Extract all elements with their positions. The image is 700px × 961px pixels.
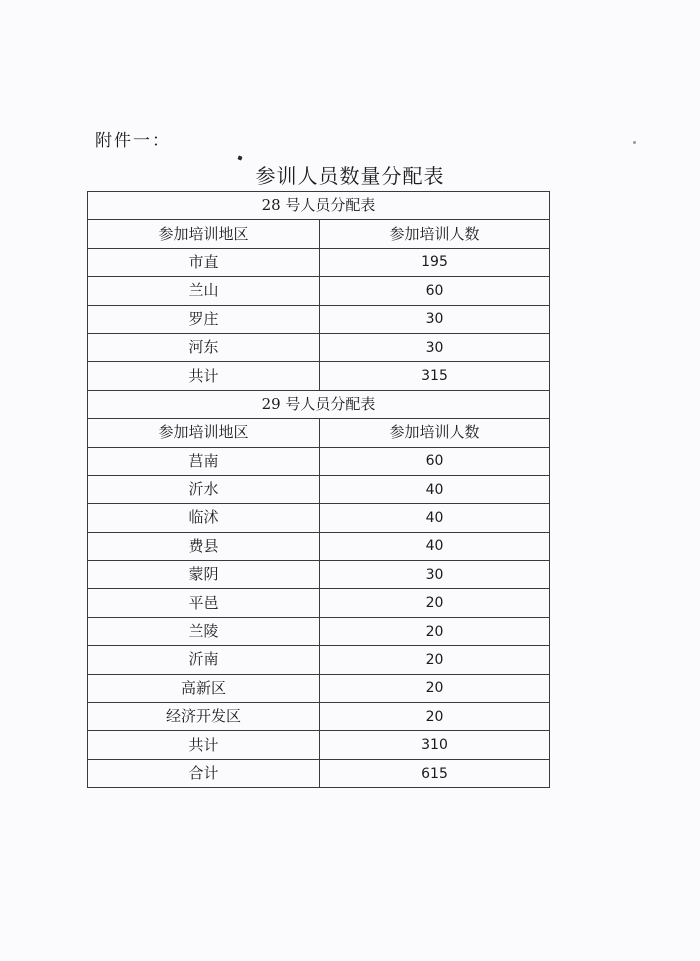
table-row xyxy=(88,277,550,305)
count-cell: 30 xyxy=(320,305,550,333)
section-29-title: 29 号人员分配表 xyxy=(88,390,550,418)
table-row xyxy=(88,703,550,731)
region-cell: 蒙阴 xyxy=(88,561,320,589)
table-row xyxy=(88,589,550,617)
column-header-region: 参加培训地区 xyxy=(88,220,320,248)
subtotal-label: 共计 xyxy=(88,731,320,759)
column-header-count: 参加培训人数 xyxy=(320,220,550,248)
count-cell: 30 xyxy=(320,333,550,361)
table-row xyxy=(88,333,550,361)
table-row xyxy=(88,475,550,503)
table-row xyxy=(88,561,550,589)
table-row xyxy=(88,674,550,702)
subtotal-label: 共计 xyxy=(88,362,320,390)
scan-speck xyxy=(633,141,636,144)
region-cell: 兰山 xyxy=(88,277,320,305)
region-cell: 临沭 xyxy=(88,504,320,532)
count-cell: 40 xyxy=(320,504,550,532)
region-cell: 市直 xyxy=(88,248,320,276)
count-cell: 20 xyxy=(320,617,550,645)
region-cell: 费县 xyxy=(88,532,320,560)
region-cell: 兰陵 xyxy=(88,617,320,645)
section-29-header-row xyxy=(88,419,550,447)
table-row xyxy=(88,617,550,645)
grand-total-label: 合计 xyxy=(88,759,320,787)
region-cell: 沂水 xyxy=(88,475,320,503)
count-cell: 40 xyxy=(320,475,550,503)
region-cell: 罗庄 xyxy=(88,305,320,333)
table-row xyxy=(88,504,550,532)
count-cell: 60 xyxy=(320,447,550,475)
column-header-count: 参加培训人数 xyxy=(320,419,550,447)
document-title: 参训人员数量分配表 xyxy=(255,164,445,188)
section-29-title-row xyxy=(88,390,550,418)
region-cell: 经济开发区 xyxy=(88,703,320,731)
table-row xyxy=(88,248,550,276)
table-row xyxy=(88,447,550,475)
grand-total-row xyxy=(88,759,550,787)
section-28-subtotal-row xyxy=(88,362,550,390)
table-row xyxy=(88,532,550,560)
section-28-title: 28 号人员分配表 xyxy=(88,192,550,220)
count-cell: 60 xyxy=(320,277,550,305)
region-cell: 沂南 xyxy=(88,646,320,674)
column-header-region: 参加培训地区 xyxy=(88,419,320,447)
subtotal-value: 315 xyxy=(320,362,550,390)
count-cell: 195 xyxy=(320,248,550,276)
section-28-title-row xyxy=(88,192,550,220)
count-cell: 30 xyxy=(320,561,550,589)
table-row xyxy=(88,305,550,333)
region-cell: 平邑 xyxy=(88,589,320,617)
count-cell: 40 xyxy=(320,532,550,560)
allocation-table xyxy=(87,191,550,788)
count-cell: 20 xyxy=(320,703,550,731)
attachment-label: 附件一： xyxy=(95,131,171,151)
region-cell: 莒南 xyxy=(88,447,320,475)
section-29-subtotal-row xyxy=(88,731,550,759)
grand-total-value: 615 xyxy=(320,759,550,787)
table-row xyxy=(88,646,550,674)
subtotal-value: 310 xyxy=(320,731,550,759)
section-28-header-row xyxy=(88,220,550,248)
region-cell: 河东 xyxy=(88,333,320,361)
count-cell: 20 xyxy=(320,646,550,674)
region-cell: 高新区 xyxy=(88,674,320,702)
count-cell: 20 xyxy=(320,589,550,617)
count-cell: 20 xyxy=(320,674,550,702)
